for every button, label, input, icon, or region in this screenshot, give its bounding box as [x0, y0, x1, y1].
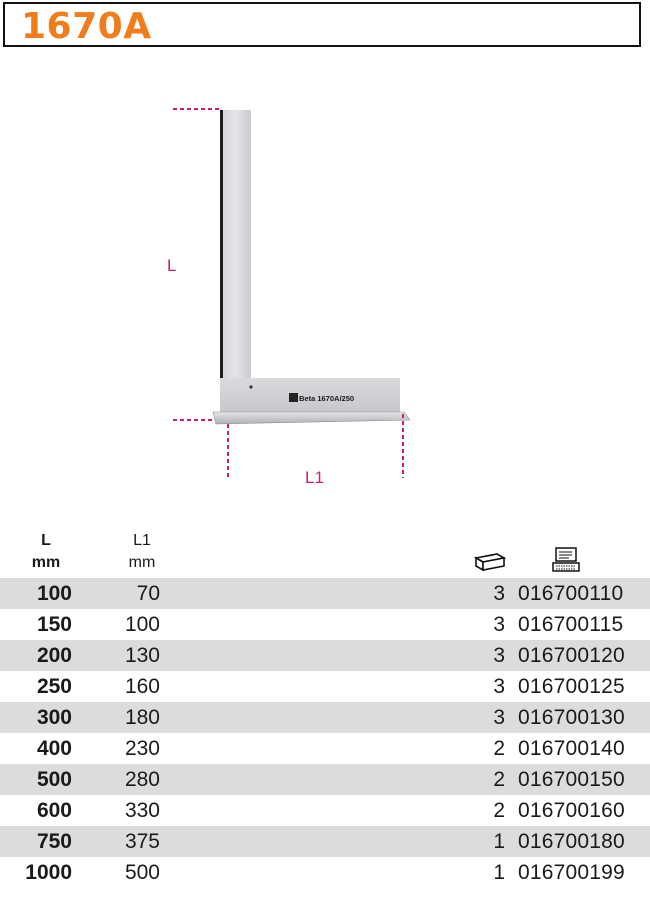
- cell-l: 150: [36, 613, 72, 636]
- cell-pack-qty: 2: [493, 768, 505, 791]
- product-header: [3, 2, 641, 47]
- square-blade: [213, 110, 410, 424]
- header-l: [20, 530, 72, 574]
- cell-code: 016700160: [518, 799, 625, 822]
- cell-l1: 100: [124, 613, 160, 636]
- product-code: 1670A: [21, 6, 152, 47]
- table-row: [0, 609, 650, 640]
- cell-code: 016700115: [518, 613, 624, 636]
- cell-code: 016700140: [518, 737, 625, 760]
- table-header-row: [0, 530, 650, 578]
- cell-l1: 130: [124, 644, 160, 667]
- cell-pack-qty: 3: [493, 644, 505, 667]
- cell-l: 600: [36, 799, 72, 822]
- cell-code: 016700125: [518, 675, 625, 698]
- cell-code: 016700150: [518, 768, 625, 791]
- cell-l1: 70: [136, 582, 160, 605]
- cell-code: 016700180: [518, 830, 625, 853]
- table-row: [0, 826, 650, 857]
- cell-l: 1000: [25, 861, 72, 884]
- header-l1-unit: mm: [128, 554, 156, 571]
- cell-l: 400: [36, 737, 72, 760]
- box-icon: [473, 550, 507, 577]
- cell-pack-qty: 3: [493, 582, 505, 605]
- table-row: [0, 733, 650, 764]
- dimension-label-l: L: [167, 256, 177, 275]
- cell-code: 016700199: [518, 861, 625, 884]
- cell-pack-qty: 3: [493, 675, 505, 698]
- table-row: [0, 857, 650, 888]
- cell-pack-qty: 2: [493, 799, 505, 822]
- cell-code: 016700110: [518, 582, 624, 605]
- cell-code: 016700120: [518, 644, 625, 667]
- cell-l1: 230: [124, 737, 160, 760]
- cell-pack-qty: 3: [493, 706, 505, 729]
- header-l1: [112, 530, 172, 574]
- table-row: [0, 640, 650, 671]
- product-drawing: [0, 90, 650, 490]
- cell-l: 250: [36, 675, 72, 698]
- square-illustration: [0, 90, 650, 490]
- table-row: [0, 764, 650, 795]
- cell-l1: 500: [124, 861, 160, 884]
- header-l-unit: mm: [31, 554, 61, 571]
- cell-l: 300: [36, 706, 72, 729]
- cell-code: 016700130: [518, 706, 625, 729]
- computer-terminal-icon: [551, 547, 581, 578]
- table-row: [0, 702, 650, 733]
- header-l-name: L: [41, 532, 51, 549]
- table-row: [0, 795, 650, 826]
- table-row: [0, 671, 650, 702]
- cell-l: 750: [36, 830, 72, 853]
- cell-l1: 375: [124, 830, 160, 853]
- cell-pack-qty: 2: [493, 737, 505, 760]
- cell-pack-qty: 1: [493, 861, 505, 884]
- cell-l1: 160: [124, 675, 160, 698]
- cell-l: 100: [36, 582, 72, 605]
- cell-pack-qty: 1: [493, 830, 505, 853]
- specs-table: [0, 530, 650, 888]
- table-row: [0, 578, 650, 609]
- cell-l1: 280: [124, 768, 160, 791]
- engraving-text: Beta 1670A/250: [299, 394, 355, 403]
- cell-l: 200: [36, 644, 72, 667]
- cell-l1: 180: [124, 706, 160, 729]
- cell-l: 500: [36, 768, 72, 791]
- cell-l1: 330: [124, 799, 160, 822]
- header-l1-name: L1: [133, 532, 151, 549]
- dimension-label-l1: L1: [305, 468, 324, 487]
- cell-pack-qty: 3: [493, 613, 505, 636]
